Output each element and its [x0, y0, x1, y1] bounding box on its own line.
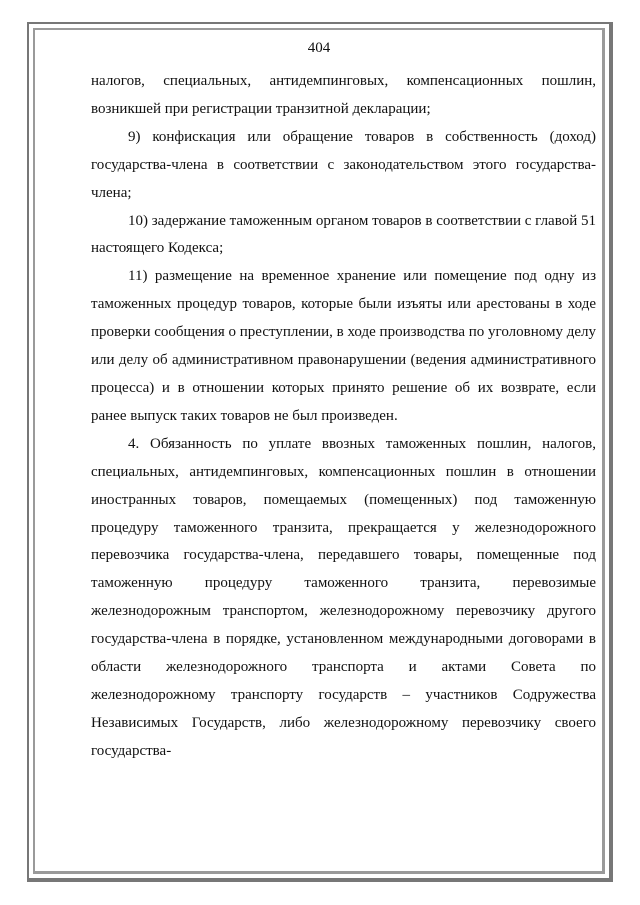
paragraph-continuation: налогов, специальных, антидемпинговых, компенсационных пошлин, возникшей при регистрации транзитной декларации;: [91, 73, 596, 117]
body-text: [91, 68, 596, 766]
paragraph-item-9: 9) конфискация или обращение товаров в собственность (доход) государства-члена в соответствии с законодательством этого государства-члена;: [91, 128, 596, 201]
page-frame: [27, 22, 613, 882]
paragraph-clause-4: 4. Обязанность по уплате ввозных таможенных пошлин, налогов, специальных, антидемпинговых, компенсационных пошлин в отношении иностранных товаров, помещаемых (помещенных) под таможенную процедуру таможенного транзита, прекращается у железнодорожного перевозчика государства-члена, передавшего товары, помещенные под таможенную процедуру таможенного транзита, перевозимые железнодорожным транспортом, железнодорожному перевозчику другого государства-члена в порядке, установленном международными договорами в области железнодорожного транспорта и актами Совета по железнодорожному транспорту государств – участников Содружества Независимых Государств, либо железнодорожному перевозчику своего государства-: [91, 435, 596, 759]
paragraph-item-10: 10) задержание таможенным органом товаров в соответствии с главой 51 настоящего Кодекса;: [91, 212, 596, 257]
page-number: 404: [307, 40, 331, 56]
paragraph-item-11: 11) размещение на временное хранение или помещение под одну из таможенных процедур товаров, которые были изъяты или арестованы в ходе проверки сообщения о преступлении, в ходе производства по уголовному делу или делу об административном правонарушении (ведения административного процесса) и в отношении которых принято решение об их возврате, если ранее выпуск таких товаров не был произведен.: [91, 268, 596, 424]
